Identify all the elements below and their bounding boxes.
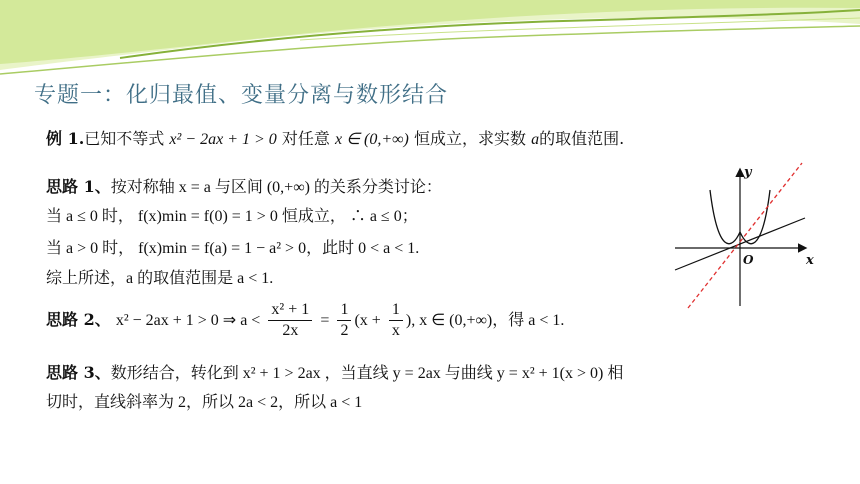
idea2-mid: (x +	[354, 312, 381, 329]
idea2-equals: =	[320, 312, 330, 329]
example-text-d: 的取值范围.	[539, 129, 625, 148]
x-axis-label: x	[806, 253, 814, 268]
fraction-2-denominator: 2	[340, 322, 349, 339]
idea3-line2: 切时，直线斜率为 2，所以 2a < 2，所以 a < 1	[46, 394, 363, 411]
parabola-graph	[670, 160, 820, 310]
example-text-b: 对任意	[281, 129, 330, 148]
example-text-a: 已知不等式	[84, 129, 165, 148]
example-domain: x ∈ (0,+∞)	[334, 131, 409, 148]
fraction-1-numerator: x² + 1	[268, 300, 312, 321]
idea2-label: 思路 2、	[46, 310, 111, 329]
fraction-3-denominator: x	[391, 322, 400, 339]
fraction-2-numerator: 1	[337, 300, 351, 321]
idea2-lhs: x² − 2ax + 1 > 0 ⇒ a <	[115, 312, 261, 329]
idea3-line1	[46, 362, 623, 385]
idea2-tail: ), x ∈ (0,+∞)，得 a < 1.	[405, 312, 565, 329]
idea1-case1: 当 a ≤ 0 时， f(x)min = f(0) = 1 > 0 恒成立， ∴ a ≤ 0；	[46, 208, 418, 225]
example-line	[46, 128, 624, 151]
example-text-c: 恒成立，求实数	[413, 129, 526, 148]
idea1-intro: 按对称轴 x = a 与区间 (0,+∞) 的关系分类讨论：	[110, 179, 442, 196]
idea3-label: 思路 3、	[46, 363, 111, 382]
idea1-case2: 当 a > 0 时， f(x)min = f(a) = 1 − a² > 0，此时 0 < a < 1.	[46, 240, 420, 257]
fraction-1-denominator: 2x	[282, 322, 299, 339]
page-title: 专题一：化归最值、变量分离与数形结合	[34, 83, 449, 108]
idea2-line	[46, 298, 564, 343]
idea1-intro-line	[46, 176, 442, 199]
idea2-fraction-3	[389, 300, 403, 341]
idea3-text-1: 数形结合，转化到 x² + 1 > 2ax ，当直线 y = 2ax 与曲线 y = x² + 1(x > 0) 相	[110, 365, 624, 382]
idea1-label: 思路 1、	[46, 177, 111, 196]
idea2-fraction-1	[268, 300, 312, 341]
tangent-line	[688, 163, 802, 308]
idea2-fraction-2	[337, 300, 351, 341]
header-banner	[0, 0, 860, 80]
idea1-summary: 综上所述，a 的取值范围是 a < 1.	[46, 270, 274, 287]
example-label: 例 1.	[46, 129, 85, 148]
example-inequality: x² − 2ax + 1 > 0	[169, 131, 277, 148]
y-axis-label: y	[744, 165, 752, 180]
origin-label: O	[743, 253, 754, 267]
fraction-3-numerator: 1	[389, 300, 403, 321]
example-variable: a	[531, 131, 540, 148]
